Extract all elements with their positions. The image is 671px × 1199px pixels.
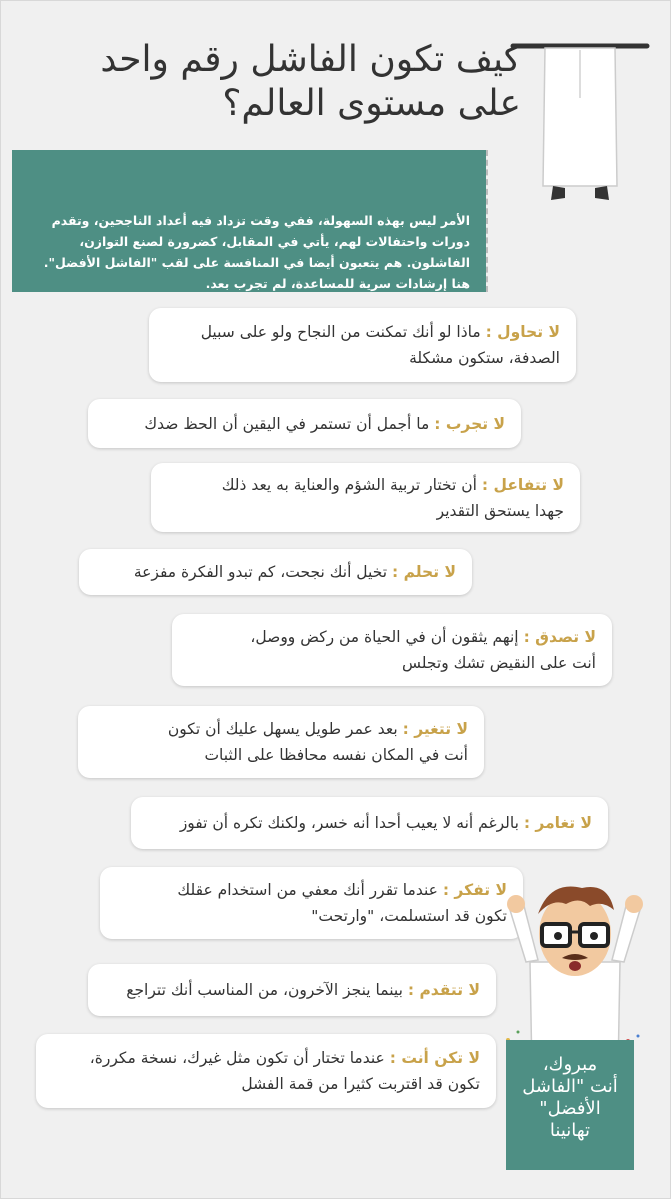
tip-text: إنهم يثقون أن في الحياة من ركض ووصل،: [250, 628, 519, 646]
congrats-line-3: الأفضل": [539, 1098, 601, 1119]
tip-6: [78, 706, 484, 778]
tip-keyword: لا تصدق :: [523, 628, 596, 646]
tip-4: [79, 549, 472, 595]
tip-text: ماذا لو أنك تمكنت من النجاح ولو على سبيل: [200, 323, 481, 341]
tip-9: [88, 964, 496, 1016]
tip-keyword: لا تتقدم :: [407, 981, 480, 999]
tip-keyword: لا تفكر :: [442, 881, 507, 899]
tip-text: بعد عمر طويل يسهل عليك أن تكون: [167, 720, 398, 738]
tip-keyword: لا تجرب :: [434, 414, 505, 433]
intro-box: [12, 150, 486, 292]
congrats-box: [506, 1040, 634, 1170]
thobe-figure-icon: [505, 38, 655, 208]
tip-7: [131, 797, 608, 849]
tip-keyword: لا تحلم :: [391, 563, 456, 581]
tip-text: عندما تقرر أنك معفي من استخدام عقلك: [177, 881, 438, 899]
tip-text: تخيل أنك نجحت، كم تبدو الفكرة مفزعة: [133, 563, 388, 581]
tip-text-2: جهدا يستحق التقدير: [436, 501, 564, 520]
tip-keyword: لا تتفاعل :: [481, 475, 564, 494]
tip-text-2: تكون قد اقتربت كثيرا من قمة الفشل: [241, 1075, 480, 1093]
tip-text: بالرغم أنه لا يعيب أحدا أنه خسر، ولكنك تكره أن تفوز: [179, 814, 519, 832]
tip-keyword: لا تحاول :: [485, 323, 560, 341]
tip-text: بينما ينجز الآخرون، من المناسب أنك تتراجع: [126, 981, 403, 999]
congrats-line-1: مبروك،: [542, 1054, 598, 1075]
tip-keyword: لا تتغير :: [402, 720, 468, 738]
tip-8: [100, 867, 523, 939]
page-title: [41, 38, 521, 126]
tip-1: [149, 308, 576, 382]
tip-keyword: لا تغامر :: [523, 814, 592, 832]
intro-text: الأمر ليس بهذه السهولة، ففي وقت تزداد فيه أعداد الناجحين، وتقدم دورات واحتفالات لهم، يأتي في المقابل، كضرورة لصنع التوازن، الفاشلون. هم يتعبون أيضا في المنافسة على لقب "الفاشل الأفضل". هنا إرشادات سرية للمساعدة، لم تجرب بعد.: [43, 213, 470, 291]
title-line-2: على مستوى العالم؟: [222, 83, 521, 124]
tip-text: عندما تختار أن تكون مثل غيرك، نسخة مكررة،: [89, 1049, 385, 1067]
tip-text-2: أنت في المكان نفسه محافظا على الثبات: [204, 746, 468, 764]
title-line-1: كيف تكون الفاشل رقم واحد: [100, 39, 521, 80]
tip-text: ما أجمل أن تستمر في اليقين أن الحظ ضدك: [144, 414, 430, 433]
tip-text: أن تختار تربية الشؤم والعناية به يعد ذلك: [221, 475, 477, 494]
tip-text-2: أنت على النقيض تشك وتجلس: [402, 654, 596, 672]
tip-3: [151, 463, 580, 532]
tip-10: [36, 1034, 496, 1108]
tip-keyword: لا تكن أنت :: [389, 1049, 480, 1067]
tip-5: [172, 614, 612, 686]
tip-text-2: تكون قد استسلمت، "وارتحت": [311, 907, 507, 925]
tip-text-2: الصدفة، ستكون مشكلة: [409, 349, 560, 367]
intro-divider: [486, 150, 492, 292]
congrats-line-4: تهانينا: [549, 1120, 591, 1141]
tip-2: [88, 399, 521, 448]
congrats-line-2: أنت "الفاشل: [522, 1076, 618, 1097]
